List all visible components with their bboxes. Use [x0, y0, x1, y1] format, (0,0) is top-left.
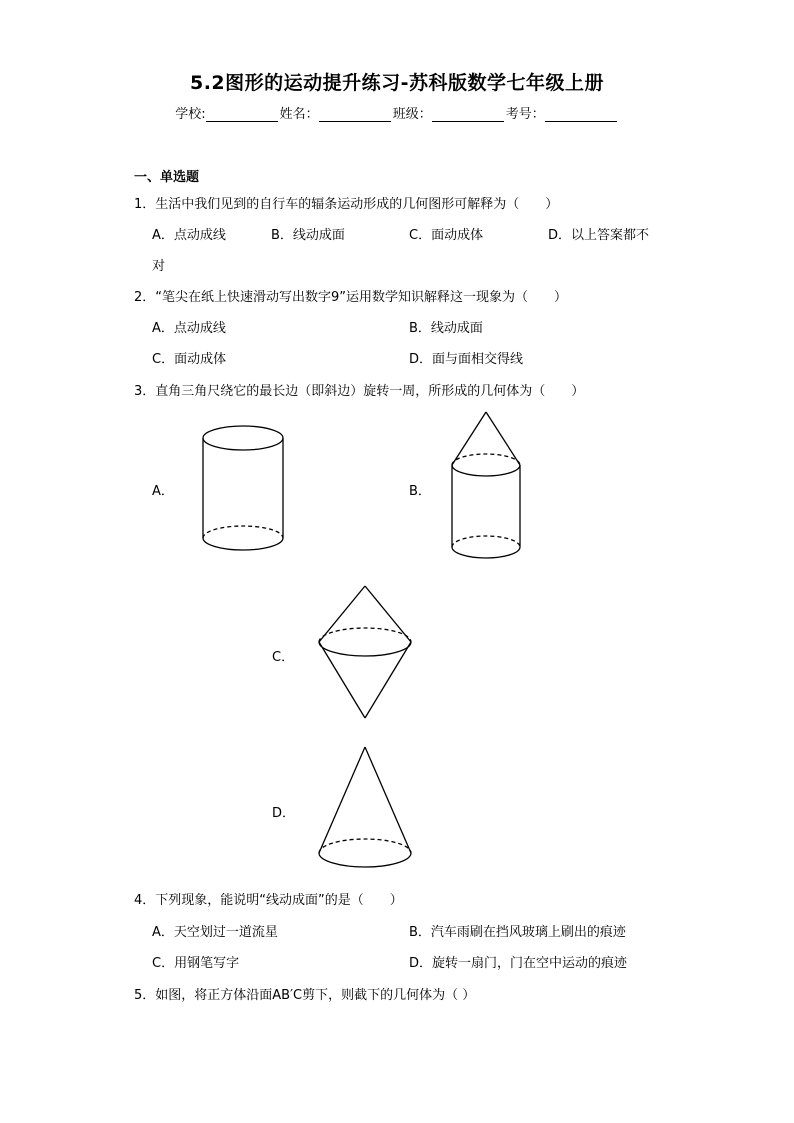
q1-option-a: A．点动成线 — [152, 228, 226, 243]
question-3-stem: 3．直角三角尺绕它的最长边（即斜边）旋转一周，所形成的几何体为（ ） — [134, 384, 585, 399]
number-label: 考号： — [505, 107, 545, 122]
q2-option-c: C．面动成体 — [152, 352, 227, 367]
school-blank[interactable] — [206, 107, 278, 122]
q4-option-a: A．天空划过一道流星 — [152, 925, 278, 940]
double-cone-icon — [316, 584, 414, 722]
question-2-stem: 2．“笔尖在纸上快速滑动写出数字9”运用数学知识解释这一现象为（ ） — [134, 290, 568, 305]
q1-option-c: C．面动成体 — [409, 228, 484, 243]
q1-option-d-wrap: 对 — [152, 259, 166, 274]
q1-option-d: D．以上答案都不 — [548, 228, 650, 243]
cone-icon — [316, 745, 414, 871]
q3-option-a: A． — [152, 484, 174, 499]
name-blank[interactable] — [319, 107, 391, 122]
q1-option-b: B．线动成面 — [271, 228, 345, 243]
question-4-stem: 4．下列现象，能说明“线动成面”的是（ ） — [134, 893, 403, 908]
q2-option-b: B．线动成面 — [409, 321, 483, 336]
page-title: 5.2图形的运动提升练习-苏科版数学七年级上册 — [189, 72, 605, 94]
cone-on-cylinder-icon — [449, 410, 523, 560]
question-5-stem: 5．如图，将正方体沿面AB′C剪下，则截下的几何体为（ ） — [134, 988, 476, 1003]
question-1-stem: 1．生活中我们见到的自行车的辐条运动形成的几何图形可解释为（ ） — [134, 197, 559, 212]
section-heading: 一、单选题 — [134, 170, 200, 185]
q4-option-b: B．汽车雨刷在挡风玻璃上刷出的痕迹 — [409, 925, 626, 940]
student-info-line — [0, 103, 794, 122]
q3-option-b: B． — [409, 484, 431, 499]
q2-option-a: A．点动成线 — [152, 321, 226, 336]
q3-option-c: C． — [272, 650, 295, 665]
q4-option-c: C．用钢笔写字 — [152, 956, 240, 971]
class-label: 班级： — [392, 107, 432, 122]
number-blank[interactable] — [545, 107, 617, 122]
cylinder-icon — [200, 425, 286, 553]
q2-option-d: D．面与面相交得线 — [409, 352, 524, 367]
q4-option-d: D．旋转一扇门，门在空中运动的痕迹 — [409, 956, 628, 971]
class-blank[interactable] — [432, 107, 504, 122]
name-label: 姓名： — [279, 107, 319, 122]
school-label: 学校: — [175, 107, 206, 122]
q3-option-d: D． — [272, 806, 296, 821]
